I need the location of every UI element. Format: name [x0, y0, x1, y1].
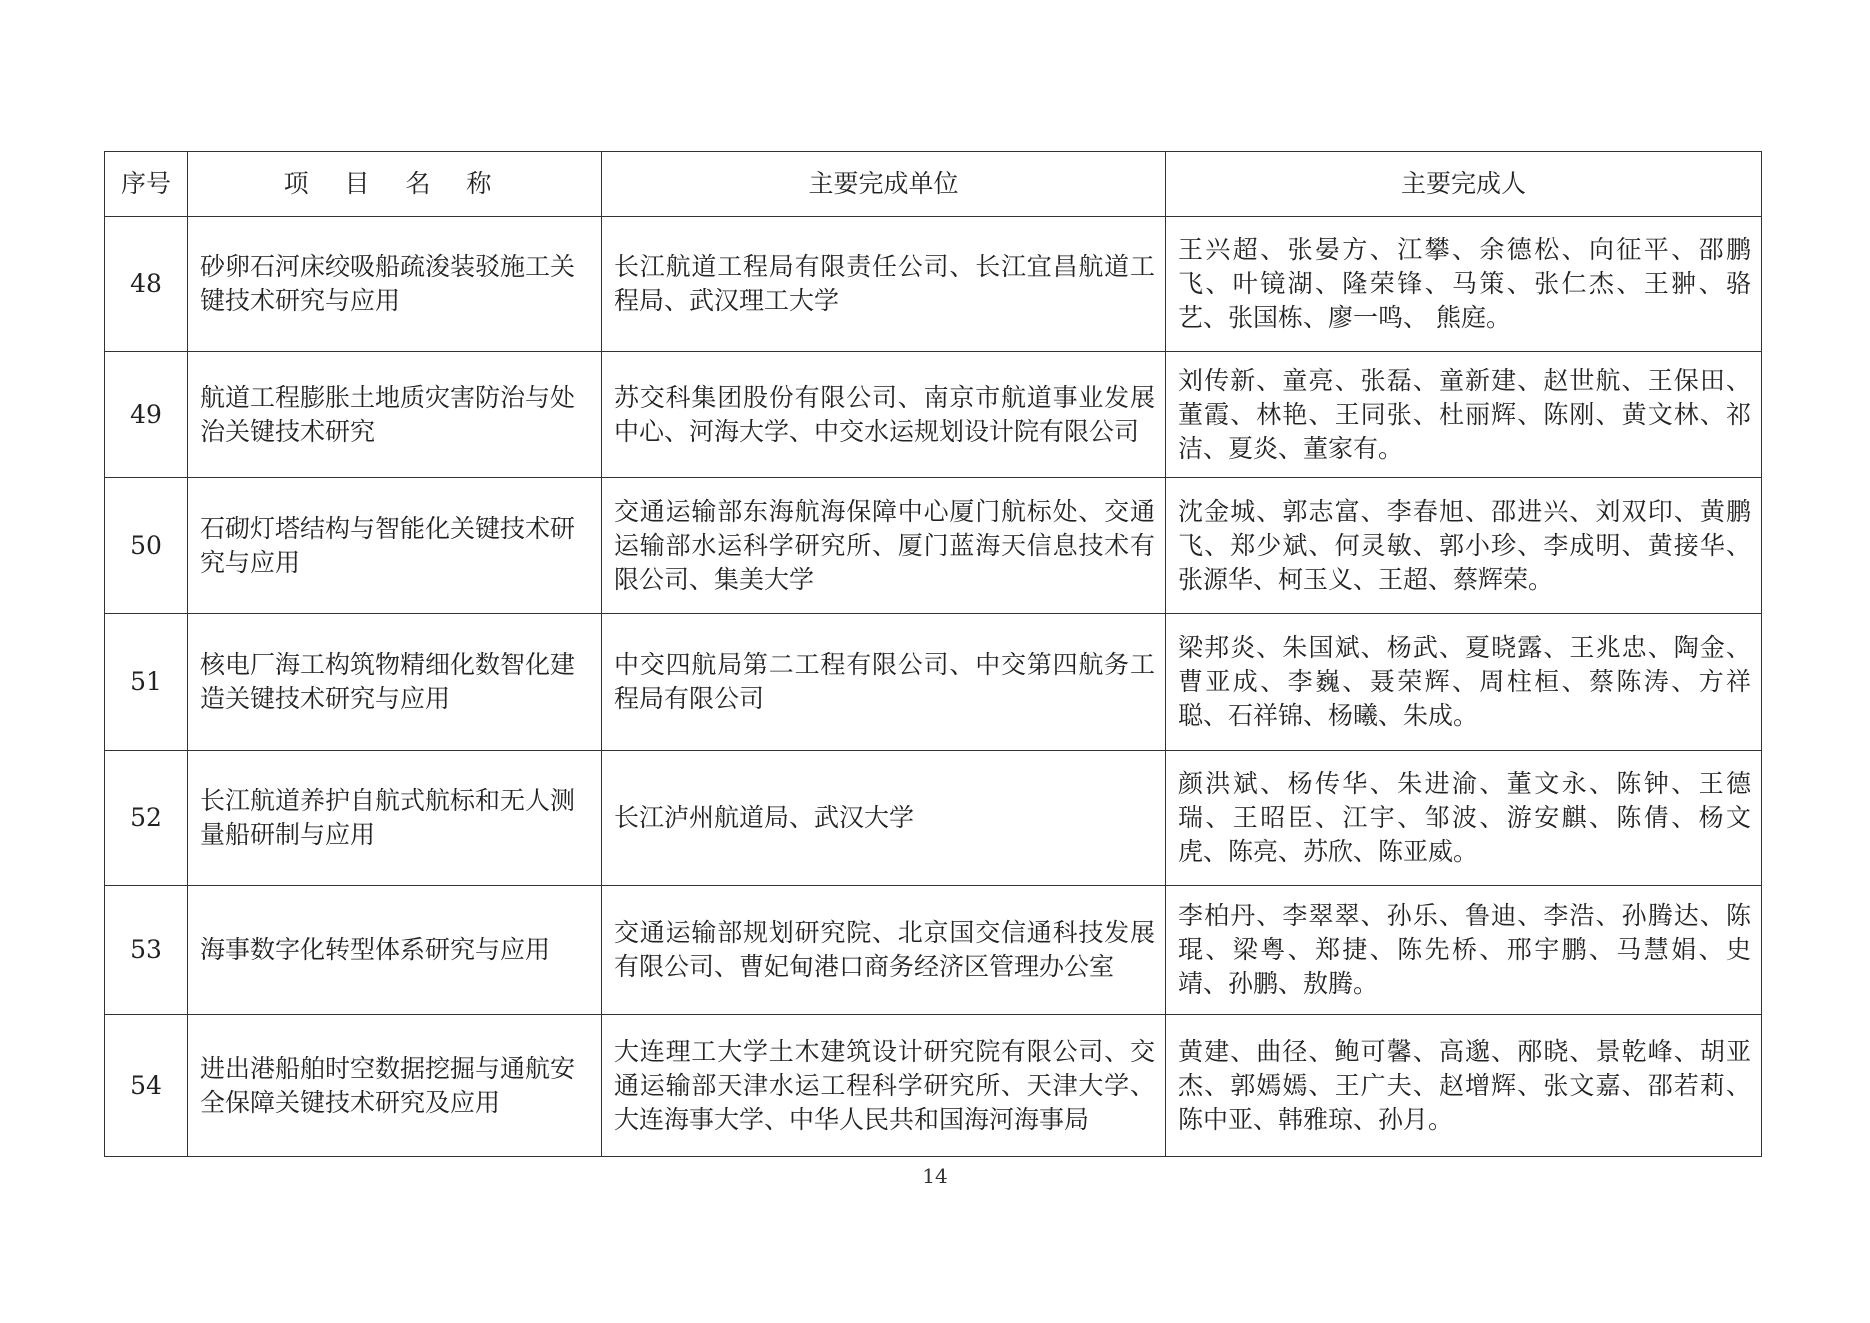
row-completion-people: 沈金城、郭志富、李春旭、邵进兴、刘双印、黄鹏飞、郑少斌、何灵敏、郭小珍、李成明、黄接华、张源华、柯玉义、王超、蔡辉荣。 — [1166, 478, 1762, 614]
row-completion-unit: 大连理工大学土木建筑设计研究院有限公司、交通运输部天津水运工程科学研究所、天津大学、大连海事大学、中华人民共和国海河海事局 — [602, 1015, 1166, 1157]
row-project-name: 海事数字化转型体系研究与应用 — [188, 886, 602, 1015]
row-seq: 49 — [105, 352, 188, 478]
table-row — [105, 886, 1762, 1015]
row-seq: 53 — [105, 886, 188, 1015]
row-completion-unit: 苏交科集团股份有限公司、南京市航道事业发展中心、河海大学、中交水运规划设计院有限公司 — [602, 352, 1166, 478]
row-completion-people: 梁邦炎、朱国斌、杨武、夏晓露、王兆忠、陶金、曹亚成、李巍、聂荣辉、周柱桓、蔡陈涛、方祥聪、石祥锦、杨曦、朱成。 — [1166, 614, 1762, 751]
table-row — [105, 751, 1762, 886]
row-seq: 51 — [105, 614, 188, 751]
row-completion-people: 王兴超、张晏方、江攀、余德松、向征平、邵鹏飞、叶镜湖、隆荣锋、马策、张仁杰、王翀、骆艺、张国栋、廖一鸣、 熊庭。 — [1166, 217, 1762, 352]
row-seq: 48 — [105, 217, 188, 352]
table-header-row — [105, 152, 1762, 217]
row-project-name: 石砌灯塔结构与智能化关键技术研究与应用 — [188, 478, 602, 614]
row-project-name: 进出港船舶时空数据挖掘与通航安全保障关键技术研究及应用 — [188, 1015, 602, 1157]
row-completion-unit: 长江航道工程局有限责任公司、长江宜昌航道工程局、武汉理工大学 — [602, 217, 1166, 352]
row-project-name: 航道工程膨胀土地质灾害防治与处治关键技术研究 — [188, 352, 602, 478]
header-project-name-text: 项 目 名 称 — [283, 169, 506, 198]
row-seq: 54 — [105, 1015, 188, 1157]
row-seq: 52 — [105, 751, 188, 886]
row-completion-people: 刘传新、童亮、张磊、童新建、赵世航、王保田、董霞、林艳、王同张、杜丽辉、陈刚、黄文林、祁洁、夏炎、董家有。 — [1166, 352, 1762, 478]
row-completion-unit: 中交四航局第二工程有限公司、中交第四航务工程局有限公司 — [602, 614, 1166, 751]
row-project-name: 长江航道养护自航式航标和无人测量船研制与应用 — [188, 751, 602, 886]
page-number: 14 — [922, 1164, 948, 1188]
row-completion-people: 黄建、曲径、鲍可馨、高邈、邴晓、景乾峰、胡亚杰、郭嫣嫣、王广夫、赵增辉、张文嘉、邵若莉、陈中亚、韩雅琼、孙月。 — [1166, 1015, 1762, 1157]
header-completion-unit: 主要完成单位 — [602, 152, 1166, 217]
table-row — [105, 614, 1762, 751]
table-row — [105, 352, 1762, 478]
row-seq: 50 — [105, 478, 188, 614]
header-seq: 序号 — [105, 152, 188, 217]
row-completion-people: 颜洪斌、杨传华、朱进渝、董文永、陈钟、王德瑞、王昭臣、江宇、邹波、游安麒、陈倩、杨文虎、陈亮、苏欣、陈亚威。 — [1166, 751, 1762, 886]
row-project-name: 核电厂海工构筑物精细化数智化建造关键技术研究与应用 — [188, 614, 602, 751]
row-completion-people: 李柏丹、李翠翠、孙乐、鲁迪、李浩、孙腾达、陈琨、梁粤、郑捷、陈先桥、邢宇鹏、马慧娟、史靖、孙鹏、敖腾。 — [1166, 886, 1762, 1015]
awards-table — [104, 151, 1762, 1157]
row-completion-unit: 交通运输部东海航海保障中心厦门航标处、交通运输部水运科学研究所、厦门蓝海天信息技术有限公司、集美大学 — [602, 478, 1166, 614]
table-row — [105, 478, 1762, 614]
table-row — [105, 217, 1762, 352]
header-completion-people: 主要完成人 — [1166, 152, 1762, 217]
table-row — [105, 1015, 1762, 1157]
row-completion-unit: 交通运输部规划研究院、北京国交信通科技发展有限公司、曹妃甸港口商务经济区管理办公室 — [602, 886, 1166, 1015]
row-completion-unit: 长江泸州航道局、武汉大学 — [602, 751, 1166, 886]
row-project-name: 砂卵石河床绞吸船疏浚装驳施工关键技术研究与应用 — [188, 217, 602, 352]
header-project-name — [188, 152, 602, 217]
